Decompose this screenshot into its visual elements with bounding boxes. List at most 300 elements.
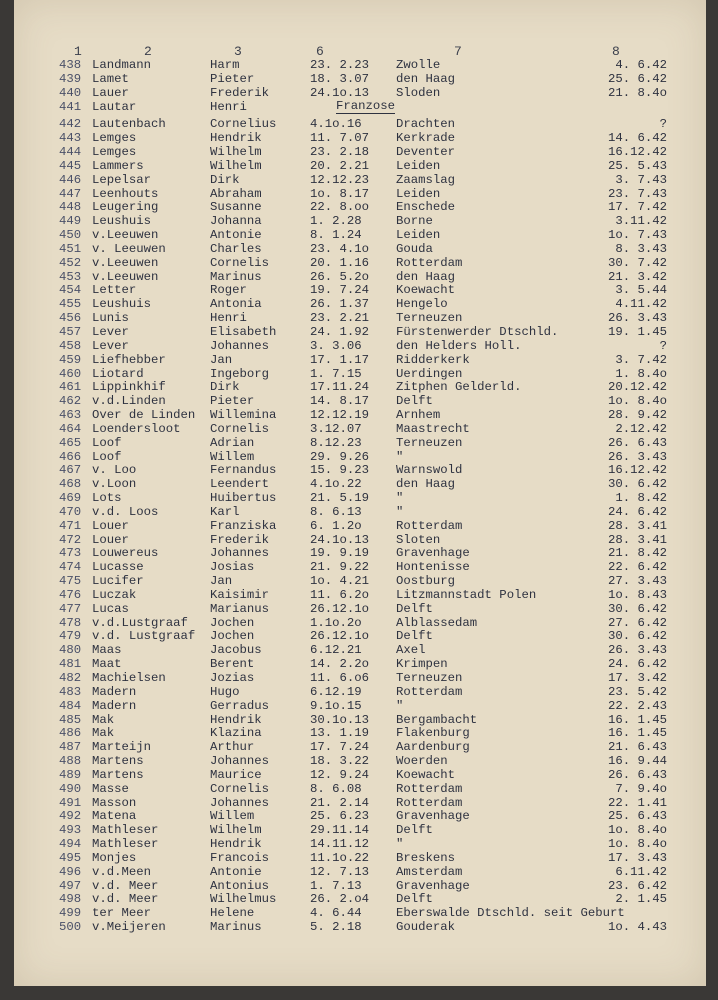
birth-date: 8. 1.24 bbox=[310, 228, 362, 243]
surname: v.Leeuwen bbox=[92, 269, 159, 284]
birth-place: Kerkrade bbox=[396, 131, 456, 146]
birth-place: Gravenhage bbox=[396, 878, 470, 893]
birth-place: Drachten bbox=[396, 117, 456, 132]
departure-date: 1o. 8.4o bbox=[607, 823, 667, 838]
given-name: Johanna bbox=[210, 214, 262, 229]
birth-place: Gouda bbox=[396, 241, 433, 256]
entry-number: 464 bbox=[59, 421, 82, 436]
birth-place: Bergambacht bbox=[396, 712, 478, 727]
given-name: Kaisimir bbox=[210, 587, 270, 602]
given-name: Frederik bbox=[210, 532, 270, 547]
given-name: Roger bbox=[210, 283, 247, 298]
surname: Liotard bbox=[92, 366, 144, 381]
surname: Lunis bbox=[92, 311, 129, 326]
birth-place: Delft bbox=[396, 823, 433, 838]
departure-date: 26. 3.43 bbox=[607, 449, 667, 464]
birth-date: 4.1o.22 bbox=[310, 477, 362, 492]
departure-date: 21. 6.43 bbox=[607, 740, 667, 755]
surname: Mak bbox=[92, 712, 115, 727]
departure-date: 24. 6.42 bbox=[607, 504, 667, 519]
surname: v.Meijeren bbox=[92, 920, 166, 935]
departure-date: 17. 3.42 bbox=[607, 671, 667, 685]
entry-number: 499 bbox=[59, 906, 82, 921]
entry-number: 490 bbox=[59, 781, 82, 796]
birth-place: Zaamslag bbox=[396, 172, 456, 187]
surname: Madern bbox=[92, 684, 137, 699]
surname: Liefhebber bbox=[92, 352, 166, 367]
given-name: Charles bbox=[210, 241, 262, 256]
surname: Louer bbox=[92, 532, 129, 547]
departure-date: 25. 6.42 bbox=[607, 71, 667, 86]
document-page bbox=[14, 0, 706, 986]
entry-number: 465 bbox=[59, 435, 82, 450]
departure-date: 30. 6.42 bbox=[607, 601, 667, 616]
birth-date: 6. 1.2o bbox=[310, 518, 362, 533]
entry-number: 486 bbox=[59, 726, 82, 741]
departure-date: 28. 3.41 bbox=[607, 518, 667, 533]
birth-place: Koewacht bbox=[396, 767, 456, 782]
given-name: Wilhelm bbox=[210, 145, 262, 159]
given-name: Frederik bbox=[210, 85, 270, 100]
surname: Mathleser bbox=[92, 823, 159, 838]
entry-number: 473 bbox=[59, 546, 82, 561]
surname: Mak bbox=[92, 726, 115, 741]
departure-date: 30. 7.42 bbox=[607, 255, 667, 270]
given-name: Wilhelm bbox=[210, 823, 262, 838]
given-name: Marinus bbox=[210, 269, 262, 284]
birth-place: Oostburg bbox=[396, 574, 456, 589]
departure-date: 26. 6.43 bbox=[607, 435, 667, 450]
surname: Lucas bbox=[92, 601, 129, 616]
departure-date: 22. 1.41 bbox=[607, 795, 667, 810]
birth-place: Delft bbox=[396, 394, 433, 409]
birth-date: 23. 2.18 bbox=[310, 145, 370, 159]
birth-place: Hengelo bbox=[396, 297, 448, 312]
given-name: Henri bbox=[210, 99, 247, 114]
birth-date: 30.1o.13 bbox=[310, 712, 370, 727]
birth-date: 26.12.1o bbox=[310, 629, 370, 644]
entry-number: 497 bbox=[59, 878, 82, 893]
entry-number: 452 bbox=[59, 255, 82, 270]
column-header-2: 2 bbox=[144, 44, 152, 59]
entry-number: 454 bbox=[59, 283, 82, 298]
entry-number: 443 bbox=[59, 131, 82, 146]
birth-date: 19. 9.19 bbox=[310, 546, 370, 561]
surname: v.d. Meer bbox=[92, 878, 159, 893]
entry-number: 441 bbox=[59, 99, 82, 114]
surname: Maat bbox=[92, 657, 122, 672]
birth-place: Ridderkerk bbox=[396, 352, 470, 367]
entry-number: 483 bbox=[59, 684, 82, 699]
birth-place: Krimpen bbox=[396, 657, 448, 672]
entry-number: 469 bbox=[59, 491, 82, 505]
entry-number: 458 bbox=[59, 338, 82, 353]
birth-date: 12.12.19 bbox=[310, 408, 370, 422]
entry-number: 477 bbox=[59, 601, 82, 616]
surname: v.d.Linden bbox=[92, 394, 166, 409]
surname: Martens bbox=[92, 754, 144, 768]
birth-date: 6.12.21 bbox=[310, 643, 362, 658]
surname: v.Leeuwen bbox=[92, 228, 159, 243]
departure-date: 14. 6.42 bbox=[607, 131, 667, 146]
birth-place: " bbox=[396, 491, 404, 505]
surname: Masson bbox=[92, 795, 137, 810]
birth-date: 9.1o.15 bbox=[310, 698, 362, 713]
given-name: Cornelius bbox=[210, 117, 277, 132]
departure-date: 26. 3.43 bbox=[607, 643, 667, 658]
departure-date: ? bbox=[659, 338, 667, 353]
entry-number: 488 bbox=[59, 754, 82, 768]
birth-date: 14. 2.2o bbox=[310, 657, 370, 672]
given-name: Cornelis bbox=[210, 781, 270, 796]
given-name: Leendert bbox=[210, 477, 270, 492]
entry-number: 439 bbox=[59, 71, 82, 86]
birth-place: Gravenhage bbox=[396, 546, 470, 561]
birth-place: Sloden bbox=[396, 85, 441, 100]
birth-date: 11. 6.2o bbox=[310, 587, 370, 602]
birth-place: Terneuzen bbox=[396, 435, 463, 450]
departure-date: 24. 6.42 bbox=[607, 657, 667, 672]
given-name: Hugo bbox=[210, 684, 240, 699]
birth-date: 17. 7.24 bbox=[310, 740, 370, 755]
departure-date: ? bbox=[659, 117, 667, 132]
surname: Machielsen bbox=[92, 671, 166, 685]
departure-date: 6.11.42 bbox=[615, 864, 667, 879]
entry-number: 493 bbox=[59, 823, 82, 838]
surname: Matena bbox=[92, 809, 137, 824]
surname: Letter bbox=[92, 283, 137, 298]
departure-date: 4. 6.42 bbox=[615, 58, 667, 72]
surname: Lamet bbox=[92, 71, 129, 86]
birth-date: 6.12.19 bbox=[310, 684, 362, 699]
surname: Lemges bbox=[92, 131, 137, 146]
departure-date: 23. 6.42 bbox=[607, 878, 667, 893]
entry-number: 489 bbox=[59, 767, 82, 782]
birth-date: 23. 2.21 bbox=[310, 311, 370, 326]
departure-date: 4.11.42 bbox=[615, 297, 667, 312]
birth-date: 11.1o.22 bbox=[310, 850, 370, 865]
departure-date: 1o. 8.4o bbox=[607, 837, 667, 851]
entry-number: 468 bbox=[59, 477, 82, 492]
surname: Marteijn bbox=[92, 740, 152, 755]
birth-place: Rotterdam bbox=[396, 518, 463, 533]
departure-date: 1o. 8.4o bbox=[607, 394, 667, 409]
birth-date: 4. 6.44 bbox=[310, 906, 362, 921]
birth-date: 11. 6.o6 bbox=[310, 671, 370, 685]
birth-place: Terneuzen bbox=[396, 671, 463, 685]
entry-number: 496 bbox=[59, 864, 82, 879]
given-name: Wilhelm bbox=[210, 158, 262, 173]
birth-place: Rotterdam bbox=[396, 684, 463, 699]
given-name: Hendrik bbox=[210, 837, 262, 851]
surname: v.d.Lustgraaf bbox=[92, 615, 188, 630]
given-name: Jacobus bbox=[210, 643, 262, 658]
departure-date: 20.12.42 bbox=[607, 380, 667, 395]
birth-date: 8. 6.08 bbox=[310, 781, 362, 796]
given-name: Huibertus bbox=[210, 491, 277, 505]
entry-number: 446 bbox=[59, 172, 82, 187]
entry-number: 456 bbox=[59, 311, 82, 326]
departure-date: 28. 3.41 bbox=[607, 532, 667, 547]
given-name: Harm bbox=[210, 58, 240, 72]
departure-date: 3. 7.42 bbox=[615, 352, 667, 367]
surname: v. Leeuwen bbox=[92, 241, 166, 256]
birth-date: 21. 5.19 bbox=[310, 491, 370, 505]
surname: Lepelsar bbox=[92, 172, 152, 187]
entry-number: 445 bbox=[59, 158, 82, 173]
surname: Over de Linden bbox=[92, 408, 196, 422]
birth-date: 14.11.12 bbox=[310, 837, 370, 851]
departure-date: 7. 9.4o bbox=[615, 781, 667, 796]
birth-date: 13. 1.19 bbox=[310, 726, 370, 741]
birth-place: Delft bbox=[396, 629, 433, 644]
entry-number: 491 bbox=[59, 795, 82, 810]
birth-place: Litzmannstadt Polen bbox=[396, 587, 537, 602]
birth-place: Fürstenwerder Dtschld. bbox=[396, 325, 559, 339]
birth-place: Koewacht bbox=[396, 283, 456, 298]
surname: Lever bbox=[92, 338, 129, 353]
birth-date: 17. 1.17 bbox=[310, 352, 370, 367]
given-name: Antonie bbox=[210, 228, 262, 243]
birth-date: 12. 9.24 bbox=[310, 767, 370, 782]
surname: v.d.Meen bbox=[92, 864, 152, 879]
departure-date: 28. 9.42 bbox=[607, 408, 667, 422]
entry-number: 460 bbox=[59, 366, 82, 381]
entry-number: 479 bbox=[59, 629, 82, 644]
departure-date: 23. 7.43 bbox=[607, 186, 667, 201]
given-name: Ingeborg bbox=[210, 366, 270, 381]
column-header-6: 6 bbox=[316, 44, 324, 59]
given-name: Dirk bbox=[210, 172, 240, 187]
birth-date: 5. 2.18 bbox=[310, 920, 362, 935]
birth-place: Warnswold bbox=[396, 463, 463, 478]
birth-date: 1.1o.2o bbox=[310, 615, 362, 630]
entry-number: 495 bbox=[59, 850, 82, 865]
column-header-3: 3 bbox=[234, 44, 242, 59]
given-name: Josias bbox=[210, 560, 255, 575]
birth-place: Woerden bbox=[396, 754, 448, 768]
birth-date: 21. 9.22 bbox=[310, 560, 370, 575]
entry-number: 462 bbox=[59, 394, 82, 409]
given-name: Berent bbox=[210, 657, 255, 672]
entry-number: 478 bbox=[59, 615, 82, 630]
departure-date: 23. 5.42 bbox=[607, 684, 667, 699]
birth-place: Breskens bbox=[396, 850, 456, 865]
birth-date: 22. 8.oo bbox=[310, 200, 370, 215]
departure-date: 16. 1.45 bbox=[607, 726, 667, 741]
entry-number: 472 bbox=[59, 532, 82, 547]
entry-number: 466 bbox=[59, 449, 82, 464]
departure-date: 8. 3.43 bbox=[615, 241, 667, 256]
birth-place: Zwolle bbox=[396, 58, 441, 72]
departure-date: 1o. 7.43 bbox=[607, 228, 667, 243]
given-name: Johannes bbox=[210, 546, 270, 561]
birth-place: Leiden bbox=[396, 228, 441, 243]
birth-place: Terneuzen bbox=[396, 311, 463, 326]
birth-date: 4.1o.16 bbox=[310, 117, 362, 132]
birth-place: Leiden bbox=[396, 186, 441, 201]
departure-date: 1o. 4.43 bbox=[607, 920, 667, 935]
departure-date: 17. 3.43 bbox=[607, 850, 667, 865]
birth-date: 21. 2.14 bbox=[310, 795, 370, 810]
birth-place: Gravenhage bbox=[396, 809, 470, 824]
surname: v. Loo bbox=[92, 463, 137, 478]
birth-date: 24.1o.13 bbox=[310, 85, 370, 100]
birth-date: 18. 3.22 bbox=[310, 754, 370, 768]
entry-number: 459 bbox=[59, 352, 82, 367]
birth-place: den Haag bbox=[396, 477, 456, 492]
given-name: Jochen bbox=[210, 615, 255, 630]
birth-place: Maastrecht bbox=[396, 421, 470, 436]
entry-number: 453 bbox=[59, 269, 82, 284]
birth-place: Borne bbox=[396, 214, 433, 229]
surname: v.d. Lustgraaf bbox=[92, 629, 196, 644]
entry-number: 494 bbox=[59, 837, 82, 851]
birth-place: Leiden bbox=[396, 158, 441, 173]
birth-place: Eberswalde Dtschld. seit Geburt bbox=[396, 906, 625, 921]
departure-date: 3. 7.43 bbox=[615, 172, 667, 187]
given-name: Willem bbox=[210, 809, 255, 824]
entry-number: 467 bbox=[59, 463, 82, 478]
departure-date: 27. 3.43 bbox=[607, 574, 667, 589]
surname: Lucasse bbox=[92, 560, 144, 575]
given-name: Jan bbox=[210, 352, 233, 367]
birth-date: 3.12.07 bbox=[310, 421, 362, 436]
given-name: Franziska bbox=[210, 518, 277, 533]
birth-date: 18. 3.07 bbox=[310, 71, 370, 86]
departure-date: 21. 8.42 bbox=[607, 546, 667, 561]
given-name: Klazina bbox=[210, 726, 262, 741]
birth-place: Axel bbox=[396, 643, 426, 658]
entry-number: 470 bbox=[59, 504, 82, 519]
birth-date: 29.11.14 bbox=[310, 823, 370, 838]
entry-number: 487 bbox=[59, 740, 82, 755]
departure-date: 21. 8.4o bbox=[607, 85, 667, 100]
birth-place: Rotterdam bbox=[396, 255, 463, 270]
given-name: Francois bbox=[210, 850, 270, 865]
departure-date: 25. 6.43 bbox=[607, 809, 667, 824]
birth-place: " bbox=[396, 449, 404, 464]
surname: Madern bbox=[92, 698, 137, 713]
departure-date: 26. 6.43 bbox=[607, 767, 667, 782]
entry-number: 448 bbox=[59, 200, 82, 215]
departure-date: 1. 8.4o bbox=[615, 366, 667, 381]
entry-number: 463 bbox=[59, 408, 82, 422]
surname: Loendersloot bbox=[92, 421, 181, 436]
birth-place: Arnhem bbox=[396, 408, 441, 422]
given-name: Elisabeth bbox=[210, 325, 277, 339]
surname: Monjes bbox=[92, 850, 137, 865]
given-name: Hendrik bbox=[210, 131, 262, 146]
birth-date: 26. 5.2o bbox=[310, 269, 370, 284]
birth-date: 20. 2.21 bbox=[310, 158, 370, 173]
entry-number: 484 bbox=[59, 698, 82, 713]
surname: Louer bbox=[92, 518, 129, 533]
birth-date: 1. 7.15 bbox=[310, 366, 362, 381]
given-name: Susanne bbox=[210, 200, 262, 215]
surname: ter Meer bbox=[92, 906, 152, 921]
given-name: Arthur bbox=[210, 740, 255, 755]
departure-date: 1. 8.42 bbox=[615, 491, 667, 505]
departure-date: 30. 6.42 bbox=[607, 477, 667, 492]
birth-place: den Haag bbox=[396, 71, 456, 86]
entry-number: 498 bbox=[59, 892, 82, 907]
birth-place: " bbox=[396, 504, 404, 519]
given-name: Johannes bbox=[210, 338, 270, 353]
birth-place: Aardenburg bbox=[396, 740, 470, 755]
birth-date: 23. 4.1o bbox=[310, 241, 370, 256]
given-name: Jochen bbox=[210, 629, 255, 644]
given-name: Willem bbox=[210, 449, 255, 464]
given-name: Cornelis bbox=[210, 255, 270, 270]
birth-date: 12. 7.13 bbox=[310, 864, 370, 879]
birth-date: 1o. 4.21 bbox=[310, 574, 370, 589]
surname: Masse bbox=[92, 781, 129, 796]
given-name: Johannes bbox=[210, 754, 270, 768]
surname: Leushuis bbox=[92, 214, 152, 229]
departure-date: 30. 6.42 bbox=[607, 629, 667, 644]
birth-date: 26. 2.o4 bbox=[310, 892, 370, 907]
departure-date: 16.12.42 bbox=[607, 463, 667, 478]
surname: Lemges bbox=[92, 145, 137, 159]
surname: Lautenbach bbox=[92, 117, 166, 132]
surname: Leugering bbox=[92, 200, 159, 215]
birth-place: Gouderak bbox=[396, 920, 456, 935]
surname: Maas bbox=[92, 643, 122, 658]
entry-number: 480 bbox=[59, 643, 82, 658]
surname: Lippinkhif bbox=[92, 380, 166, 395]
birth-date: 26.12.1o bbox=[310, 601, 370, 616]
surname: Lucifer bbox=[92, 574, 144, 589]
surname: v.Leeuwen bbox=[92, 255, 159, 270]
birth-place: Sloten bbox=[396, 532, 441, 547]
surname: Landmann bbox=[92, 58, 152, 72]
birth-date: 26. 1.37 bbox=[310, 297, 370, 312]
birth-date: 14. 8.17 bbox=[310, 394, 370, 409]
surname: Lammers bbox=[92, 158, 144, 173]
given-name: Gerradus bbox=[210, 698, 270, 713]
entry-number: 461 bbox=[59, 380, 82, 395]
departure-date: 26. 3.43 bbox=[607, 311, 667, 326]
entry-number: 474 bbox=[59, 560, 82, 575]
entry-number: 438 bbox=[59, 58, 82, 72]
birth-date: 29. 9.26 bbox=[310, 449, 370, 464]
given-name: Jan bbox=[210, 574, 233, 589]
birth-place: den Helders Holl. bbox=[396, 338, 522, 353]
given-name: Antonie bbox=[210, 864, 262, 879]
surname: Loof bbox=[92, 449, 122, 464]
given-name: Antonius bbox=[210, 878, 270, 893]
departure-date: 25. 5.43 bbox=[607, 158, 667, 173]
departure-date: 22. 6.42 bbox=[607, 560, 667, 575]
entry-number: 444 bbox=[59, 145, 82, 159]
surname: Loof bbox=[92, 435, 122, 450]
given-name: Pieter bbox=[210, 71, 255, 86]
birth-place: Hontenisse bbox=[396, 560, 470, 575]
entry-number: 457 bbox=[59, 325, 82, 339]
birth-place: Amsterdam bbox=[396, 864, 463, 879]
birth-place: Zitphen Gelderld. bbox=[396, 380, 522, 395]
birth-date: 8. 6.13 bbox=[310, 504, 362, 519]
surname: Martens bbox=[92, 767, 144, 782]
given-name: Cornelis bbox=[210, 421, 270, 436]
given-name: Antonia bbox=[210, 297, 262, 312]
birth-date: 25. 6.23 bbox=[310, 809, 370, 824]
surname: Luczak bbox=[92, 587, 137, 602]
entry-number: 440 bbox=[59, 85, 82, 100]
given-name: Abraham bbox=[210, 186, 262, 201]
surname: Lauer bbox=[92, 85, 129, 100]
